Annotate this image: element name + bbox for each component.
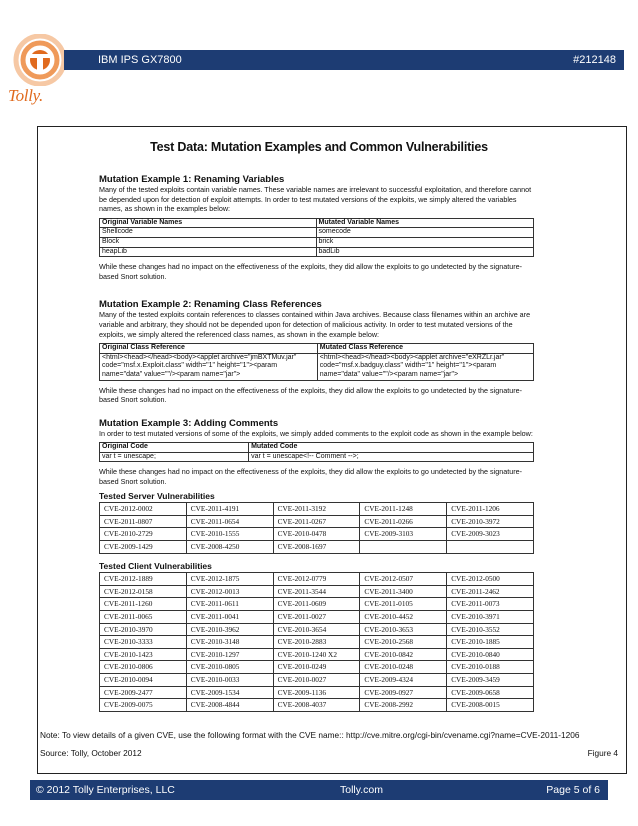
- page-number: Page 5 of 6: [546, 784, 600, 796]
- cve-cell: CVE-2010-0840: [447, 648, 534, 661]
- table-cell: Shellcode: [100, 228, 317, 238]
- table-row: [100, 648, 534, 661]
- cve-cell: CVE-2011-0654: [186, 515, 273, 528]
- client-vuln-heading: Tested Client Vulnerabilities: [99, 560, 212, 571]
- table-header: Mutated Variable Names: [316, 218, 533, 228]
- example2-heading: Mutation Example 2: Renaming Class References: [99, 299, 322, 311]
- table-header: Original Class Reference: [100, 344, 318, 354]
- cve-cell: CVE-2010-3552: [447, 623, 534, 636]
- cve-cell: CVE-2011-0027: [273, 611, 360, 624]
- cve-cell: CVE-2011-3400: [360, 585, 447, 598]
- cve-cell: CVE-2008-2992: [360, 699, 447, 712]
- cve-cell: CVE-2012-0158: [100, 585, 187, 598]
- cve-cell: CVE-2010-0842: [360, 648, 447, 661]
- cve-cell: CVE-2010-0248: [360, 661, 447, 674]
- cve-cell: CVE-2010-0188: [447, 661, 534, 674]
- example1-intro: Many of the tested exploits contain variable names. These variable names are irrelevant to successful exploitation, and therefore cannot be depended upon for detection of exploit attempts. In order to test mutated versions of the exploits, we simply altered the variables names, as shown in the examples below:: [99, 185, 532, 214]
- cve-cell: CVE-2011-0105: [360, 598, 447, 611]
- server-vuln-heading: Tested Server Vulnerabilities: [99, 490, 215, 501]
- header-bar: [64, 50, 624, 70]
- table-row: [100, 636, 534, 649]
- cve-cell: CVE-2009-0075: [100, 699, 187, 712]
- cve-cell: CVE-2008-4844: [186, 699, 273, 712]
- cve-cell: CVE-2010-1240 X2: [273, 648, 360, 661]
- figure-label: Figure 4: [587, 748, 618, 758]
- cve-cell: CVE-2011-0266: [360, 515, 447, 528]
- table-row: [100, 598, 534, 611]
- server-vuln-table: [99, 502, 534, 553]
- cve-cell: CVE-2010-1885: [447, 636, 534, 649]
- table-cell: <html><head></head><body><applet archive="jmBXTMuv.jar" code="msf.x.Exploit.class" width="1" height="1"><param name="data" value=""/><param name="jar">: [100, 353, 318, 380]
- cve-cell: CVE-2009-1136: [273, 686, 360, 699]
- table-header: Original Variable Names: [100, 218, 317, 228]
- panel-right-border: [626, 126, 627, 774]
- table-cell: var t = unescape<!-- Comment -->;: [249, 452, 534, 462]
- cve-cell: CVE-2012-0013: [186, 585, 273, 598]
- cve-cell: CVE-2012-0779: [273, 573, 360, 586]
- table-cell: heapLib: [100, 247, 317, 257]
- product-name: IBM IPS GX7800: [98, 54, 182, 66]
- cve-cell: CVE-2008-4037: [273, 699, 360, 712]
- table-cell: badLib: [316, 247, 533, 257]
- example1-table: [99, 218, 534, 257]
- table-row: [100, 611, 534, 624]
- cve-cell: CVE-2008-4250: [186, 541, 273, 554]
- table-row: [100, 585, 534, 598]
- cve-cell: CVE-2011-0073: [447, 598, 534, 611]
- table-cell: brick: [316, 237, 533, 247]
- cve-cell: CVE-2011-1206: [447, 503, 534, 516]
- cve-cell: CVE-2011-0807: [100, 515, 187, 528]
- cve-cell: CVE-2011-0267: [273, 515, 360, 528]
- table-row: [100, 237, 534, 247]
- cve-cell: CVE-2012-1875: [186, 573, 273, 586]
- table-row: [100, 528, 534, 541]
- table-row: [100, 515, 534, 528]
- cve-cell: CVE-2010-0249: [273, 661, 360, 674]
- cve-cell: CVE-2010-1423: [100, 648, 187, 661]
- example3-heading: Mutation Example 3: Adding Comments: [99, 417, 279, 429]
- report-number: #212148: [573, 54, 616, 66]
- table-header: Mutated Class Reference: [317, 344, 533, 354]
- cve-cell: CVE-2010-3653: [360, 623, 447, 636]
- cve-cell: CVE-2010-0033: [186, 673, 273, 686]
- example1-after: While these changes had no impact on the effectiveness of the exploits, they did allow the exploits to go undetected by the signature-based Snort solution.: [99, 262, 522, 281]
- cve-cell: CVE-2010-3333: [100, 636, 187, 649]
- example1-heading: Mutation Example 1: Renaming Variables: [99, 174, 285, 185]
- cve-cell: CVE-2009-0927: [360, 686, 447, 699]
- cve-cell: CVE-2010-3970: [100, 623, 187, 636]
- cve-cell: CVE-2010-0805: [186, 661, 273, 674]
- table-row: [100, 661, 534, 674]
- example2-intro: Many of the tested exploits contain references to classes contained within Java archives. Because class filenames within an archive are variable and arbitrary, they should not be depended upon for detection of malicious activity. In order to test mutated versions of the exploits, we simply altered the referenced class names, as shown in the example below:: [99, 310, 531, 339]
- copyright: © 2012 Tolly Enterprises, LLC: [36, 784, 175, 796]
- cve-cell: CVE-2011-0611: [186, 598, 273, 611]
- example3-intro: In order to test mutated versions of some of the exploits, we simply added comments to the exploit code as shown in the example below:: [99, 428, 533, 438]
- cve-cell: CVE-2010-2883: [273, 636, 360, 649]
- main-content: [99, 168, 534, 712]
- cve-cell: CVE-2009-1429: [100, 541, 187, 554]
- cve-cell: CVE-2011-0041: [186, 611, 273, 624]
- cve-note: Note: To view details of a given CVE, use the following format with the CVE name:: http://cve.mitre.org/cgi-bin/cvename.cgi?name=CVE-2011-1206: [40, 730, 580, 740]
- cve-cell: CVE-2012-0500: [447, 573, 534, 586]
- cve-cell: CVE-2010-1297: [186, 648, 273, 661]
- cve-cell: CVE-2011-4191: [186, 503, 273, 516]
- cve-cell: CVE-2010-3972: [447, 515, 534, 528]
- cve-cell: CVE-2010-0806: [100, 661, 187, 674]
- page-title: Test Data: Mutation Examples and Common Vulnerabilities: [150, 140, 488, 154]
- table-header: Original Code: [100, 443, 249, 453]
- cve-cell: CVE-2012-1889: [100, 573, 187, 586]
- table-row: [100, 686, 534, 699]
- cve-cell: CVE-2012-0002: [100, 503, 187, 516]
- example2-after: While these changes had no impact on the effectiveness of the exploits, they did allow the exploits to go undetected by the signature-based Snort solution.: [99, 385, 522, 405]
- cve-cell: CVE-2008-0015: [447, 699, 534, 712]
- table-cell: Block: [100, 237, 317, 247]
- table-header-row: [100, 218, 534, 228]
- cve-cell: CVE-2011-3192: [273, 503, 360, 516]
- site-link[interactable]: Tolly.com: [340, 784, 383, 796]
- cve-cell: CVE-2010-2729: [100, 528, 187, 541]
- cve-cell: CVE-2009-3023: [447, 528, 534, 541]
- cve-cell: CVE-2011-1248: [360, 503, 447, 516]
- cve-cell: CVE-2010-3148: [186, 636, 273, 649]
- table-row: [100, 503, 534, 516]
- example3-table: [99, 442, 534, 462]
- cve-cell: CVE-2009-2477: [100, 686, 187, 699]
- table-row: [100, 353, 534, 380]
- table-cell: somecode: [316, 228, 533, 238]
- cve-cell: CVE-2009-4324: [360, 673, 447, 686]
- table-row: [100, 673, 534, 686]
- table-cell: var t = unescape;: [100, 452, 249, 462]
- cve-cell: CVE-2009-0658: [447, 686, 534, 699]
- cve-cell: [360, 541, 447, 554]
- example2-table: [99, 343, 534, 380]
- table-row: [100, 699, 534, 712]
- cve-cell: CVE-2011-2462: [447, 585, 534, 598]
- cve-cell: CVE-2010-3962: [186, 623, 273, 636]
- cve-cell: CVE-2010-1555: [186, 528, 273, 541]
- cve-cell: CVE-2010-3654: [273, 623, 360, 636]
- cve-cell: CVE-2010-0027: [273, 673, 360, 686]
- cve-cell: CVE-2011-0609: [273, 598, 360, 611]
- cve-cell: CVE-2011-1260: [100, 598, 187, 611]
- cve-cell: CVE-2009-3103: [360, 528, 447, 541]
- table-row: [100, 452, 534, 462]
- table-row: [100, 573, 534, 586]
- table-row: [100, 623, 534, 636]
- tolly-circles-icon: [10, 34, 68, 86]
- table-header-row: [100, 443, 534, 453]
- cve-cell: CVE-2009-3459: [447, 673, 534, 686]
- cve-cell: CVE-2010-4452: [360, 611, 447, 624]
- cve-cell: CVE-2010-0478: [273, 528, 360, 541]
- example3-after: While these changes had no impact on the effectiveness of the exploits, they did allow the exploits to go undetected by the signature-based Snort solution.: [99, 467, 522, 487]
- cve-cell: CVE-2010-0094: [100, 673, 187, 686]
- cve-cell: CVE-2011-3544: [273, 585, 360, 598]
- cve-cell: [447, 541, 534, 554]
- client-vuln-table: [99, 572, 534, 712]
- cve-cell: CVE-2010-2568: [360, 636, 447, 649]
- table-header: Mutated Code: [249, 443, 534, 453]
- table-cell: <html><head></head><body><applet archive="eXRZLr.jar" code="msf.x.badguy.class" width="1" height="1"><param name="data" value=""/><param name="jar">: [317, 353, 533, 380]
- panel-left-border: [37, 126, 38, 774]
- source-line: Source: Tolly, October 2012: [40, 748, 142, 758]
- table-row: [100, 228, 534, 238]
- cve-cell: CVE-2009-1534: [186, 686, 273, 699]
- table-header-row: [100, 344, 534, 354]
- cve-cell: CVE-2010-3971: [447, 611, 534, 624]
- cve-cell: CVE-2008-1697: [273, 541, 360, 554]
- table-row: [100, 541, 534, 554]
- cve-cell: CVE-2012-0507: [360, 573, 447, 586]
- tolly-wordmark: Tolly.: [8, 86, 43, 105]
- cve-cell: CVE-2011-0065: [100, 611, 187, 624]
- table-row: [100, 247, 534, 257]
- footer-bar: [30, 780, 608, 800]
